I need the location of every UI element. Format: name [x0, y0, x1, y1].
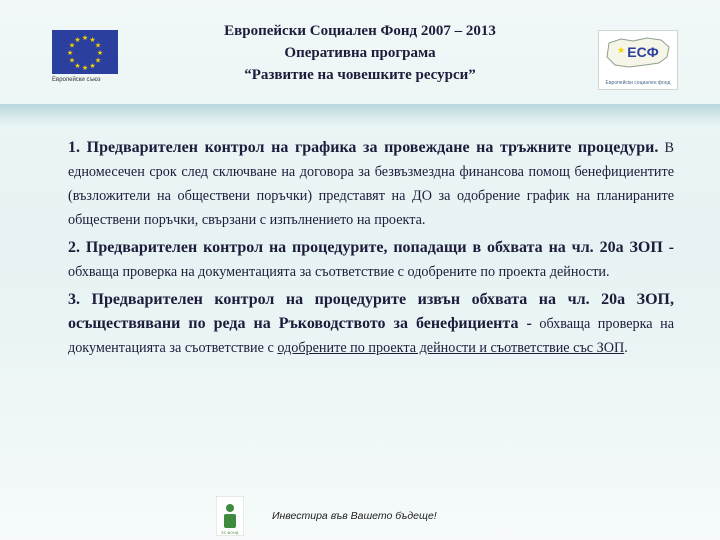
item-body: В едномесечен срок след сключване на договора за безвъзмездна финансова помощ бенефициентите (възложители на обществени поръчки) представят на ДО за одобрение график на планираните обществени поръчки, свързани с изпълнението на проекта. — [68, 140, 675, 228]
svg-text:★: ★ — [89, 36, 96, 44]
item-body: обхваща проверка на документацията за съответствие с — [68, 316, 675, 356]
header-divider — [0, 104, 720, 128]
svg-text:★: ★ — [94, 41, 102, 50]
main-content — [68, 136, 674, 364]
eu-logo — [52, 30, 122, 90]
svg-text:★: ★ — [74, 62, 81, 70]
item-heading: 3. Предварителен контрол на процедурите извън обхвата на чл. 20а ЗОП, осъществявани по реда на Ръководството за бенефициента - — [68, 291, 674, 332]
item-body-underlined: одобрените по проекта дейности и съответствие със ЗОП — [277, 340, 625, 356]
item-heading: 2. Предварителен контрол на процедурите, попадащи в обхвата на чл. 20а ЗОП - — [68, 239, 674, 256]
title-line-2: Оперативна програма — [284, 45, 436, 61]
list-item — [68, 236, 674, 284]
footer-slogan: Инвестира във Вашето бъдеще! — [272, 510, 437, 522]
svg-text:★: ★ — [81, 34, 89, 42]
svg-text:★: ★ — [74, 36, 81, 44]
eu-stars-icon — [52, 30, 118, 74]
bulgaria-map-icon — [599, 31, 677, 75]
header — [0, 0, 720, 110]
eu-flag-icon — [52, 30, 118, 74]
esf-logo-caption: Европейски социален фонд — [605, 80, 671, 86]
svg-text:★: ★ — [617, 46, 626, 56]
page-title — [150, 20, 570, 86]
title-line-1: Европейски Социален Фонд 2007 – 2013 — [224, 23, 496, 39]
svg-text:★: ★ — [89, 62, 96, 70]
esf-logo — [598, 30, 678, 90]
esf-footer-logo-icon — [216, 496, 244, 536]
esf-logo-text: ЕСФ — [627, 44, 659, 60]
item-heading: 1. Предварителен контрол на графика за провеждане на тръжните процедури. — [68, 139, 659, 156]
svg-text:★: ★ — [81, 64, 89, 72]
list-item — [68, 288, 674, 360]
svg-text:★: ★ — [94, 56, 102, 65]
svg-text:★: ★ — [68, 41, 76, 50]
list-item — [68, 136, 674, 232]
footer-logo-text: ЕС ФОНД — [221, 531, 239, 535]
svg-text:★: ★ — [96, 49, 104, 57]
title-line-3: “Развитие на човешките ресурси” — [244, 67, 476, 83]
svg-text:★: ★ — [68, 56, 76, 65]
item-body: обхваща проверка на документацията за съответствие с одобрените по проекта дейности. — [68, 264, 610, 280]
svg-text:★: ★ — [66, 49, 74, 57]
item-body-tail: . — [624, 340, 628, 356]
eu-logo-caption: Европейски съюз — [52, 77, 101, 83]
